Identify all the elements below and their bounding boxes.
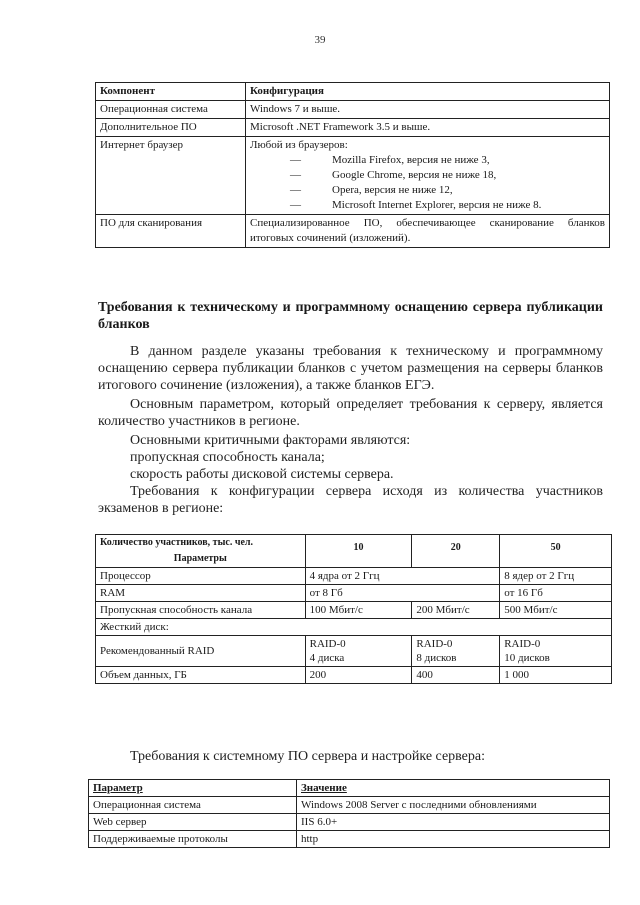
row-label: Пропускная способность канала — [96, 602, 306, 619]
table-row — [96, 215, 610, 248]
row-label: Жесткий диск: — [96, 619, 612, 636]
table-cell: Windows 2008 Server с последними обновлениями — [297, 797, 610, 814]
dash-bullet: — — [290, 199, 301, 211]
table-row — [89, 831, 610, 848]
table-cell: ПО для сканирования — [96, 215, 246, 248]
page-number: 39 — [314, 34, 326, 46]
table-cell: 400 — [412, 667, 500, 684]
list-item — [250, 168, 605, 183]
table-cell: IIS 6.0+ — [297, 814, 610, 831]
table-cell: Операционная система — [96, 101, 246, 119]
table-row — [96, 137, 610, 215]
raid-type: RAID-0 — [504, 638, 541, 650]
software-requirements-table — [88, 779, 610, 848]
list-item — [250, 153, 605, 168]
table-header-row — [96, 535, 612, 568]
browser-item: Microsoft Internet Explorer, версия не ниже 8. — [332, 199, 542, 211]
table-cell: Операционная система — [89, 797, 297, 814]
table-cell: 1 000 — [500, 667, 612, 684]
table-row — [96, 568, 612, 585]
table-row — [89, 797, 610, 814]
corner-header-cell — [96, 535, 306, 568]
row-label: Рекомендованный RAID — [96, 636, 306, 667]
table-cell: от 16 Гб — [500, 585, 612, 602]
table-cell: 200 — [305, 667, 412, 684]
section-heading: Требования к техническому и программному оснащению сервера публикации бланков — [98, 300, 603, 332]
table-cell: Поддерживаемые протоколы — [89, 831, 297, 848]
raid-disks: 10 дисков — [504, 652, 550, 664]
raid-type: RAID-0 — [416, 638, 453, 650]
browser-item: Google Chrome, версия не ниже 18, — [332, 169, 497, 181]
paragraph: скорость работы дисковой системы сервера. — [130, 467, 394, 482]
row-label: RAM — [96, 585, 306, 602]
software-caption: Требования к системному ПО сервера и настройке сервера: — [130, 749, 485, 764]
table-row — [96, 619, 612, 636]
paragraph: Основными критичными факторами являются: — [130, 433, 411, 448]
paragraph: Требования к конфигурации сервера исходя из количества участников экзаменов в регионе: — [98, 484, 603, 516]
list-item — [250, 198, 605, 213]
table-cell — [305, 636, 412, 667]
column-header: Значение — [297, 780, 610, 797]
dash-bullet: — — [290, 169, 301, 181]
column-header: 50 — [500, 535, 612, 568]
row-label: Процессор — [96, 568, 306, 585]
dash-bullet: — — [290, 154, 301, 166]
browser-list-cell — [246, 137, 610, 215]
table-row — [96, 602, 612, 619]
table-header-row — [96, 83, 610, 101]
table-row — [96, 101, 610, 119]
column-header: 20 — [412, 535, 500, 568]
table-cell: Интернет браузер — [96, 137, 246, 215]
dash-bullet: — — [290, 184, 301, 196]
table-cell — [412, 636, 500, 667]
table-cell: 100 Мбит/с — [305, 602, 412, 619]
client-requirements-table — [95, 82, 610, 248]
column-header: 10 — [305, 535, 412, 568]
server-requirements-table — [95, 534, 612, 684]
table-cell: 8 ядер от 2 Ггц — [500, 568, 612, 585]
participants-header: Количество участников, тыс. чел. — [100, 537, 254, 548]
parameters-header: Параметры — [173, 553, 227, 564]
browser-item: Mozilla Firefox, версия не ниже 3, — [332, 154, 490, 166]
column-header: Компонент — [96, 83, 246, 101]
paragraph: пропускная способность канала; — [130, 450, 325, 465]
table-header-row — [89, 780, 610, 797]
raid-disks: 8 дисков — [416, 652, 457, 664]
table-cell: Специализированное ПО, обеспечивающее сканирование бланков итоговых сочинений (изложений). — [246, 215, 610, 248]
raid-disks: 4 диска — [309, 652, 345, 664]
table-cell: Web сервер — [89, 814, 297, 831]
table-cell: Дополнительное ПО — [96, 119, 246, 137]
list-item — [250, 183, 605, 198]
table-cell: 500 Мбит/с — [500, 602, 612, 619]
browser-item: Opera, версия не ниже 12, — [332, 184, 453, 196]
table-cell: Windows 7 и выше. — [246, 101, 610, 119]
raid-type: RAID-0 — [309, 638, 346, 650]
table-row — [96, 585, 612, 602]
column-header: Параметр — [89, 780, 297, 797]
table-cell: http — [297, 831, 610, 848]
table-cell — [500, 636, 612, 667]
table-cell: 4 ядра от 2 Ггц — [305, 568, 500, 585]
table-row — [96, 667, 612, 684]
table-row — [89, 814, 610, 831]
table-row — [96, 636, 612, 667]
column-header: Конфигурация — [246, 83, 610, 101]
paragraph: В данном разделе указаны требования к техническому и программному оснащению сервера публикации бланков с учетом размещения на серверы бланков итогового сочинение (изложения), а также бланков ЕГЭ. — [98, 344, 603, 393]
paragraph: Основным параметром, который определяет требования к серверу, является количество участников в регионе. — [98, 397, 603, 429]
table-cell: от 8 Гб — [305, 585, 500, 602]
table-cell: Microsoft .NET Framework 3.5 и выше. — [246, 119, 610, 137]
browser-list-intro: Любой из браузеров: — [250, 139, 348, 151]
table-row — [96, 119, 610, 137]
row-label: Объем данных, ГБ — [96, 667, 306, 684]
table-cell: 200 Мбит/с — [412, 602, 500, 619]
